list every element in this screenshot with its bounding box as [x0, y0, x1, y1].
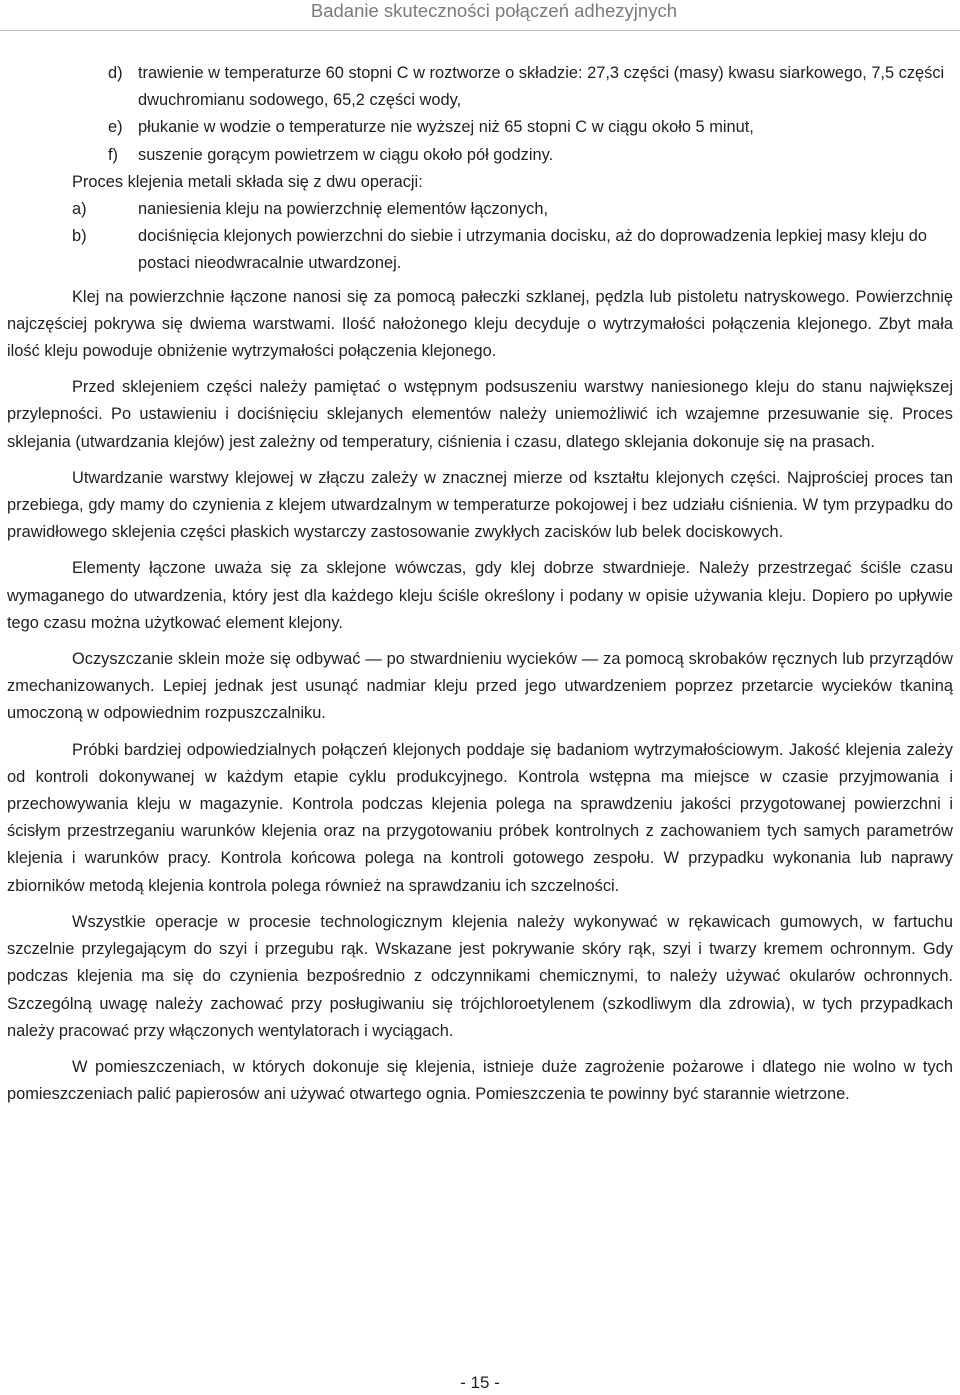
list-marker: a)	[72, 200, 87, 219]
page-header	[0, 0, 960, 36]
paragraph: Klej na powierzchnie łączone nanosi się za pomocą pałeczki szklanej, pędzla lub pistoletu natryskowego. Powierzchnię najczęściej pokrywa się dwiema warstwami. Ilość nałożonego kleju decyduje o wytrzymałości połączenia klejonego. Zbyt mała ilość kleju powoduje obniżenie wytrzymałości połączenia klejonego.	[7, 287, 953, 361]
paragraph: Wszystkie operacje w procesie technologicznym klejenia należy wykonywać w rękawicach gumowych, w fartuchu szczelnie przylegającym do szyi i przegubu rąk. Wskazane jest pokrywanie skóry rąk, szyi i twarzy kremem ochronnym. Gdy podczas klejenia ma się do czynienia bezpośrednio z odczynnikami chemicznymi, to należy używać okularów ochronnych. Szczególną uwagę należy zachować przy posługiwaniu się trójchloroetylenem (szkodliwym dla zdrowia), w tych przypadkach należy pracować przy włączonych wentylatorach i wyciągach.	[7, 912, 953, 1040]
list-marker: e)	[108, 118, 123, 137]
process-steps-list	[7, 196, 953, 278]
list-marker: d)	[108, 64, 123, 82]
list-marker: b)	[72, 227, 87, 246]
page-number: - 15 -	[460, 1373, 500, 1392]
header-divider	[0, 30, 960, 31]
list-item	[7, 142, 953, 169]
paragraph: Próbki bardziej odpowiedzialnych połączeń klejonych poddaje się badaniom wytrzymałościowym. Jakość klejenia zależy od kontroli dokonywanej w każdym etapie cyklu produkcyjnego. Kontrola wstępna ma miejsce w czasie przyjmowania i przechowywania kleju w magazynie. Kontrola podczas klejenia polega na sprawdzeniu jakości przygotowanej powierzchni i ścisłym przestrzeganiu warunków klejenia oraz na przygotowaniu próbek kontrolnych z zachowaniem tych samych parametrów klejenia i warunków pracy. Kontrola końcowa polega na kontroli gotowego zespołu. W przypadku wykonania lub naprawy zbiorników metodą klejenia kontrola polega również na sprawdzaniu ich szczelności.	[7, 740, 953, 895]
list-item	[7, 196, 953, 223]
paragraph: Elementy łączone uważa się za sklejone wówczas, gdy klej dobrze stwardnieje. Należy przestrzegać ściśle czasu wymaganego do utwardzenia, który jest dla każdego kleju ściśle określony i podany w opisie używania kleju. Dopiero po upływie tego czasu można użytkować element klejony.	[7, 559, 953, 632]
paragraph: Przed sklejeniem części należy pamiętać o wstępnym podsuszeniu warstwy naniesionego kleju do stanu największej przylepności. Po ustawieniu i dociśnięciu sklejanych elementów należy uniemożliwić ich wzajemne przesuwanie się. Proces sklejania (utwardzania klejów) jest zależny od temperatury, ciśnienia i czasu, dlatego sklejania dokonuje się na prasach.	[7, 378, 953, 451]
list-item	[7, 114, 953, 141]
list-item	[7, 60, 953, 114]
list-marker: f)	[108, 145, 119, 164]
list-item-text: dociśnięcia klejonych powierzchni do siebie i utrzymania docisku, aż do doprowadzenia lepkiej masy kleju do postaci nieodwracalnie utwardzonej.	[138, 227, 927, 273]
list-item	[7, 223, 953, 277]
process-intro: Proces klejenia metali składa się z dwu operacji:	[72, 172, 423, 191]
list-item-text: płukanie w wodzie o temperaturze nie wyższej niż 65 stopni C w ciągu około 5 minut,	[138, 118, 754, 137]
list-item-text: naniesienia kleju na powierzchnię elementów łączonych,	[138, 200, 549, 219]
etching-steps-list	[7, 60, 953, 169]
paragraph: Oczyszczanie sklein może się odbywać — po stwardnieniu wycieków — za pomocą skrobaków ręcznych lub przyrządów zmechanizowanych. Lepiej jednak jest usunąć nadmiar kleju przed jego utwardzeniem poprzez przetarcie wycieków tkaniną umoczoną w odpowiednim rozpuszczalniku.	[7, 650, 953, 723]
list-item-text: trawienie w temperaturze 60 stopni C w roztworze o składzie: 27,3 części (masy) kwasu siarkowego, 7,5 części dwuchromianu sodowego, 65,2 części wody,	[138, 64, 945, 110]
paragraph: W pomieszczeniach, w których dokonuje się klejenia, istnieje duże zagrożenie pożarowe i dlatego nie wolno w tych pomieszczeniach palić papierosów ani używać otwartego ognia. Pomieszczenia te powinny być starannie wietrzone.	[7, 1057, 953, 1104]
header-title: Badanie skuteczności połączeń adhezyjnych	[310, 0, 677, 21]
paragraph: Utwardzanie warstwy klejowej w złączu zależy w znacznej mierze od kształtu klejonych części. Najprościej proces tan przebiega, gdy mamy do czynienia z klejem utwardzalnym w temperaturze pokojowej i bez udziału ciśnienia. W tym przypadku do prawidłowego sklejenia części płaskich wystarczy zastosowanie zwykłych zacisków lub belek dociskowych.	[7, 468, 953, 542]
document-body	[7, 60, 953, 1108]
list-item-text: suszenie gorącym powietrzem w ciągu około pół godziny.	[138, 145, 554, 164]
